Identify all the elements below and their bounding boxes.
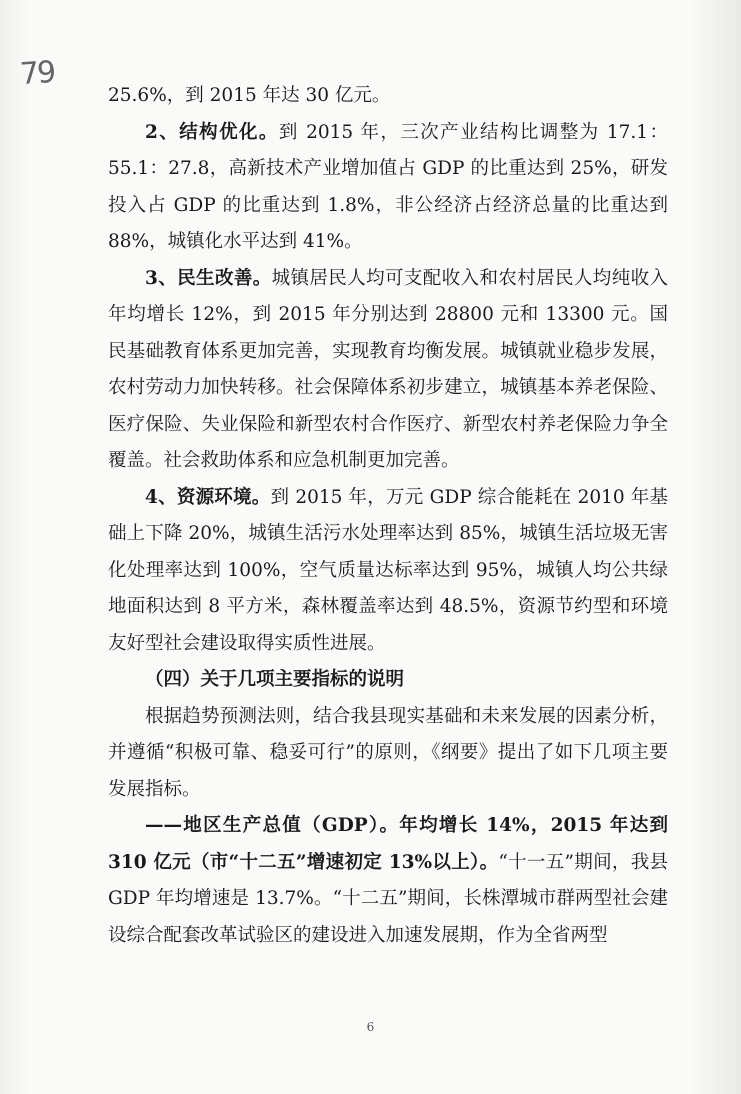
paragraph-heading: ——地区生产总值（GDP）。年均增长 14%，2015 年达到 310 亿元（市“十二五”增速初定 13%以上）。 xyxy=(108,815,668,873)
paragraph-text: 到 2015 年，万元 GDP 综合能耗在 2010 年基础上下降 20%，城镇生活污水处理率达到 85%，城镇生活垃圾无害化处理率达到 100%，空气质量达标率达到 95%，城镇人均公共绿地面积达到 8 平方米，森林覆盖率达到 48.5%，资源节约型和环境友好型社会建设取得实质性进展。 xyxy=(108,486,668,654)
paragraph-text: 25.6%，到 2015 年达 30 亿元。 xyxy=(108,85,391,106)
paragraph-text: 城镇居民人均可支配收入和农村居民人均纯收入年均增长 12%，到 2015 年分别达到 28800 元和 13300 元。国民基础教育体系更加完善，实现教育均衡发展。城镇就业稳步发展，农村劳动力加快转移。社会保障体系初步建立，城镇基本养老保险、医疗保险、失业保险和新型农村合作医疗、新型农村养老保险力争全覆盖。社会救助体系和应急机制更加完善。 xyxy=(108,267,668,471)
paragraph-method xyxy=(108,699,668,809)
page-number: 6 xyxy=(366,1020,375,1034)
paragraph-resources-environment xyxy=(108,480,668,663)
paragraph-text: “十一五”期间，我县 GDP 年均增速是 13.7%。“十二五”期间，长株潭城市群两型社会建设综合配套改革试验区的建设进入加速发展期，作为全省两型 xyxy=(108,851,668,946)
document-body xyxy=(108,78,668,954)
paragraph-heading: 4、资源环境。 xyxy=(145,486,271,508)
section-heading-indicators xyxy=(108,662,668,699)
paragraph-gdp xyxy=(108,808,668,954)
paragraph-text: 到 2015 年，三次产业结构比调整为 17.1：55.1：27.8，高新技术产业增加值占 GDP 的比重达到 25%，研发投入占 GDP 的比重达到 1.8%，非公经济占经济总量的比重达到 88%，城镇化水平达到 41%。 xyxy=(108,121,669,252)
paragraph-heading: 3、民生改善。 xyxy=(145,267,272,289)
handwritten-page-mark: 79 xyxy=(18,54,56,93)
paragraph-livelihood xyxy=(108,261,668,480)
section-heading: （四）关于几项主要指标的说明 xyxy=(145,669,405,690)
paragraph-continuation xyxy=(108,78,668,115)
paragraph-structure-optimization xyxy=(108,115,668,261)
paragraph-text: 根据趋势预测法则，结合我县现实基础和未来发展的因素分析，并遵循“积极可靠、稳妥可行”的原则，《纲要》提出了如下几项主要发展指标。 xyxy=(108,705,668,800)
paragraph-heading: 2、结构优化。 xyxy=(145,121,279,143)
